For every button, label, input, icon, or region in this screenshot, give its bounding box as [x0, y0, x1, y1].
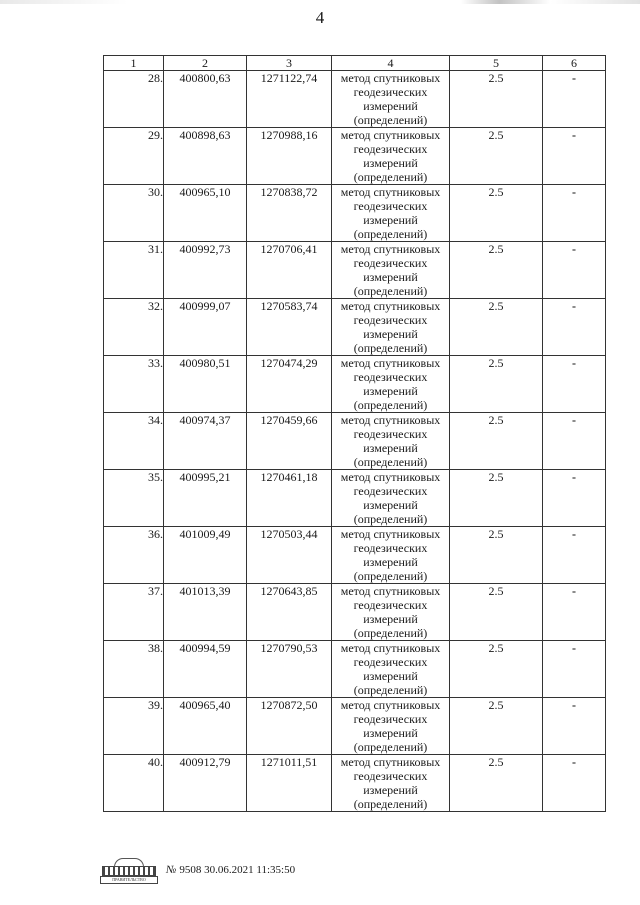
x-coordinate-cell: 400912,79 — [164, 755, 247, 812]
point-number-cell: 28. — [104, 71, 164, 128]
registration-stamp — [166, 864, 295, 876]
method-cell — [332, 242, 450, 299]
accuracy-cell: 2.5 — [450, 470, 543, 527]
coordinates-table — [103, 55, 606, 812]
method-cell — [332, 641, 450, 698]
method-line: метод спутниковых — [340, 242, 441, 256]
method-line: измерений — [363, 783, 418, 797]
column-header-1: 1 — [104, 56, 164, 71]
point-number-cell: 37. — [104, 584, 164, 641]
y-coordinate-cell: 1270459,66 — [247, 413, 332, 470]
point-number-cell: 33. — [104, 356, 164, 413]
method-line: измерений — [363, 669, 418, 683]
method-line: измерений — [363, 555, 418, 569]
accuracy-cell: 2.5 — [450, 356, 543, 413]
registration-footer — [100, 858, 295, 882]
method-line: геодезических — [353, 427, 428, 441]
method-cell — [332, 185, 450, 242]
table-row — [104, 470, 606, 527]
method-line: геодезических — [353, 370, 428, 384]
table-row — [104, 356, 606, 413]
method-line: метод спутниковых — [340, 527, 441, 541]
table-body — [104, 71, 606, 812]
method-line: измерений — [363, 156, 418, 170]
description-cell: - — [543, 584, 606, 641]
page-number: 4 — [315, 8, 325, 27]
number-sign: № — [166, 864, 177, 876]
scan-edge-artifact — [0, 0, 640, 4]
y-coordinate-cell: 1270503,44 — [247, 527, 332, 584]
point-number-cell: 38. — [104, 641, 164, 698]
x-coordinate-cell: 400974,37 — [164, 413, 247, 470]
method-cell — [332, 527, 450, 584]
method-line: метод спутниковых — [340, 584, 441, 598]
method-line: (определений) — [353, 341, 428, 355]
method-line: измерений — [363, 270, 418, 284]
table-row — [104, 185, 606, 242]
method-line: геодезических — [353, 598, 428, 612]
method-line: измерений — [363, 213, 418, 227]
description-cell: - — [543, 755, 606, 812]
y-coordinate-cell: 1270838,72 — [247, 185, 332, 242]
accuracy-cell: 2.5 — [450, 527, 543, 584]
table-row — [104, 584, 606, 641]
method-line: метод спутниковых — [340, 356, 441, 370]
accuracy-cell: 2.5 — [450, 755, 543, 812]
point-number-cell: 31. — [104, 242, 164, 299]
x-coordinate-cell: 400994,59 — [164, 641, 247, 698]
column-header-5: 5 — [450, 56, 543, 71]
method-cell — [332, 413, 450, 470]
point-number-cell: 39. — [104, 698, 164, 755]
method-line: геодезических — [353, 256, 428, 270]
x-coordinate-cell: 400980,51 — [164, 356, 247, 413]
method-line: (определений) — [353, 170, 428, 184]
method-line: (определений) — [353, 683, 428, 697]
table-row — [104, 527, 606, 584]
y-coordinate-cell: 1270988,16 — [247, 128, 332, 185]
accuracy-cell: 2.5 — [450, 185, 543, 242]
government-building-icon — [100, 858, 156, 882]
description-cell: - — [543, 299, 606, 356]
method-cell — [332, 755, 450, 812]
y-coordinate-cell: 1270706,41 — [247, 242, 332, 299]
point-number-cell: 32. — [104, 299, 164, 356]
description-cell: - — [543, 470, 606, 527]
method-line: метод спутниковых — [340, 698, 441, 712]
method-line: метод спутниковых — [340, 128, 441, 142]
method-cell — [332, 698, 450, 755]
y-coordinate-cell: 1270643,85 — [247, 584, 332, 641]
x-coordinate-cell: 400999,07 — [164, 299, 247, 356]
point-number-cell: 35. — [104, 470, 164, 527]
description-cell: - — [543, 641, 606, 698]
x-coordinate-cell: 401009,49 — [164, 527, 247, 584]
column-header-2: 2 — [164, 56, 247, 71]
table-row — [104, 755, 606, 812]
method-line: метод спутниковых — [340, 755, 441, 769]
method-line: геодезических — [353, 142, 428, 156]
method-line: метод спутниковых — [340, 470, 441, 484]
emblem-caption: ПРАВИТЕЛЬСТВО — [100, 876, 158, 884]
method-line: метод спутниковых — [340, 185, 441, 199]
method-line: измерений — [363, 99, 418, 113]
description-cell: - — [543, 527, 606, 584]
method-line: измерений — [363, 612, 418, 626]
method-line: геодезических — [353, 712, 428, 726]
method-line: (определений) — [353, 569, 428, 583]
method-cell — [332, 356, 450, 413]
table-row — [104, 698, 606, 755]
method-line: (определений) — [353, 284, 428, 298]
x-coordinate-cell: 400965,10 — [164, 185, 247, 242]
column-header-4: 4 — [332, 56, 450, 71]
method-line: (определений) — [353, 227, 428, 241]
description-cell: - — [543, 128, 606, 185]
table-row — [104, 413, 606, 470]
y-coordinate-cell: 1271122,74 — [247, 71, 332, 128]
method-line: геодезических — [353, 769, 428, 783]
method-line: геодезических — [353, 199, 428, 213]
y-coordinate-cell: 1270790,53 — [247, 641, 332, 698]
point-number-cell: 40. — [104, 755, 164, 812]
method-line: геодезических — [353, 313, 428, 327]
method-line: измерений — [363, 498, 418, 512]
accuracy-cell: 2.5 — [450, 242, 543, 299]
y-coordinate-cell: 1270583,74 — [247, 299, 332, 356]
method-cell — [332, 584, 450, 641]
table-row — [104, 242, 606, 299]
method-line: (определений) — [353, 455, 428, 469]
description-cell: - — [543, 71, 606, 128]
accuracy-cell: 2.5 — [450, 128, 543, 185]
column-header-6: 6 — [543, 56, 606, 71]
method-line: (определений) — [353, 398, 428, 412]
method-line: метод спутниковых — [340, 299, 441, 313]
method-line: геодезических — [353, 484, 428, 498]
column-header-3: 3 — [247, 56, 332, 71]
table-row — [104, 641, 606, 698]
method-line: измерений — [363, 384, 418, 398]
method-line: (определений) — [353, 113, 428, 127]
accuracy-cell: 2.5 — [450, 299, 543, 356]
description-cell: - — [543, 698, 606, 755]
method-cell — [332, 299, 450, 356]
point-number-cell: 29. — [104, 128, 164, 185]
method-line: геодезических — [353, 541, 428, 555]
method-cell — [332, 470, 450, 527]
y-coordinate-cell: 1271011,51 — [247, 755, 332, 812]
accuracy-cell: 2.5 — [450, 71, 543, 128]
x-coordinate-cell: 400898,63 — [164, 128, 247, 185]
method-cell — [332, 128, 450, 185]
method-line: (определений) — [353, 740, 428, 754]
method-line: (определений) — [353, 626, 428, 640]
method-line: измерений — [363, 726, 418, 740]
table-row — [104, 299, 606, 356]
method-line: геодезических — [353, 85, 428, 99]
description-cell: - — [543, 356, 606, 413]
description-cell: - — [543, 185, 606, 242]
x-coordinate-cell: 400992,73 — [164, 242, 247, 299]
x-coordinate-cell: 400995,21 — [164, 470, 247, 527]
method-line: метод спутниковых — [340, 71, 441, 85]
method-line: метод спутниковых — [340, 413, 441, 427]
description-cell: - — [543, 242, 606, 299]
accuracy-cell: 2.5 — [450, 413, 543, 470]
accuracy-cell: 2.5 — [450, 584, 543, 641]
method-line: геодезических — [353, 655, 428, 669]
point-number-cell: 36. — [104, 527, 164, 584]
x-coordinate-cell: 400800,63 — [164, 71, 247, 128]
method-line: метод спутниковых — [340, 641, 441, 655]
description-cell: - — [543, 413, 606, 470]
registration-number-date: 9508 30.06.2021 11:35:50 — [179, 864, 296, 876]
x-coordinate-cell: 401013,39 — [164, 584, 247, 641]
table-row — [104, 71, 606, 128]
method-line: (определений) — [353, 797, 428, 811]
method-line: измерений — [363, 327, 418, 341]
y-coordinate-cell: 1270872,50 — [247, 698, 332, 755]
accuracy-cell: 2.5 — [450, 641, 543, 698]
method-cell — [332, 71, 450, 128]
accuracy-cell: 2.5 — [450, 698, 543, 755]
table-header-row — [104, 56, 606, 71]
point-number-cell: 34. — [104, 413, 164, 470]
y-coordinate-cell: 1270461,18 — [247, 470, 332, 527]
y-coordinate-cell: 1270474,29 — [247, 356, 332, 413]
point-number-cell: 30. — [104, 185, 164, 242]
method-line: (определений) — [353, 512, 428, 526]
x-coordinate-cell: 400965,40 — [164, 698, 247, 755]
table-row — [104, 128, 606, 185]
method-line: измерений — [363, 441, 418, 455]
